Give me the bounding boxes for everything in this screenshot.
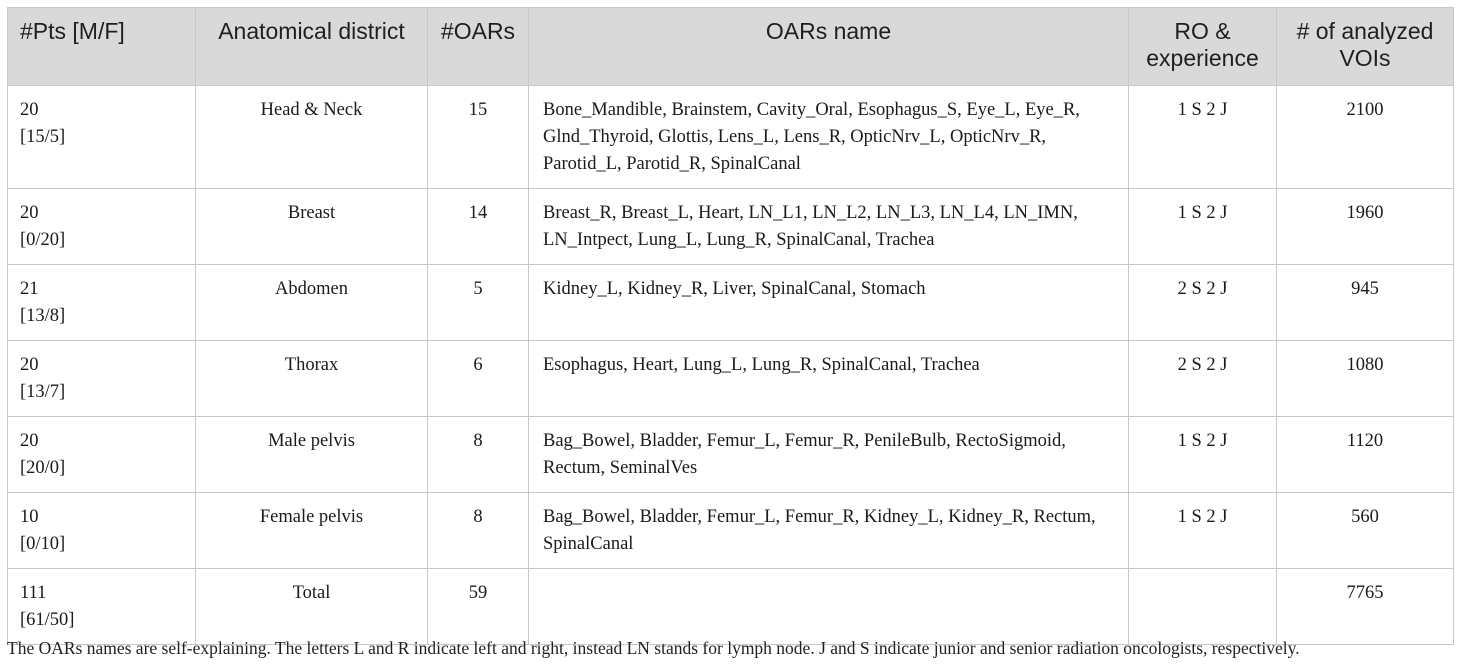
cell-analyzed-vois: 7765 [1277, 569, 1454, 645]
oar-table-container [7, 7, 1453, 645]
cell-ro-experience: 2 S 2 J [1129, 341, 1277, 417]
cell-oars-name: Bag_Bowel, Bladder, Femur_L, Femur_R, Kidney_L, Kidney_R, Rectum, SpinalCanal [529, 493, 1129, 569]
pts-count: 20 [20, 203, 39, 223]
pts-male-female: [20/0] [20, 458, 66, 478]
pts-count: 20 [20, 431, 39, 451]
oar-table [7, 7, 1454, 645]
cell-oars-count: 5 [428, 265, 529, 341]
cell-oars-name: Esophagus, Heart, Lung_L, Lung_R, SpinalCanal, Trachea [529, 341, 1129, 417]
cell-pts [8, 189, 196, 265]
header-ro-experience: RO & experience [1129, 8, 1277, 86]
cell-oars-count: 8 [428, 417, 529, 493]
cell-pts [8, 86, 196, 189]
cell-ro-experience: 1 S 2 J [1129, 417, 1277, 493]
pts-male-female: [0/10] [20, 534, 66, 554]
header-oars-name: OARs name [529, 8, 1129, 86]
cell-district: Thorax [196, 341, 428, 417]
pts-male-female: [61/50] [20, 610, 75, 630]
table-row [8, 341, 1454, 417]
header-pts: #Pts [M/F] [8, 8, 196, 86]
cell-analyzed-vois: 1120 [1277, 417, 1454, 493]
cell-oars-name: Kidney_L, Kidney_R, Liver, SpinalCanal, Stomach [529, 265, 1129, 341]
table-row [8, 265, 1454, 341]
pts-male-female: [0/20] [20, 230, 66, 250]
table-footnote: The OARs names are self-explaining. The letters L and R indicate left and right, instead LN stands for lymph node. J and S indicate junior and senior radiation oncologists, respectively. [7, 638, 1300, 658]
pts-count: 20 [20, 100, 39, 120]
header-oars-count: #OARs [428, 8, 529, 86]
cell-oars-count: 59 [428, 569, 529, 645]
cell-analyzed-vois: 560 [1277, 493, 1454, 569]
cell-ro-experience: 2 S 2 J [1129, 265, 1277, 341]
header-district: Anatomical district [196, 8, 428, 86]
cell-oars-count: 15 [428, 86, 529, 189]
pts-male-female: [13/8] [20, 306, 66, 326]
table-row [8, 86, 1454, 189]
cell-oars-name: Bag_Bowel, Bladder, Femur_L, Femur_R, PenileBulb, RectoSigmoid, Rectum, SeminalVes [529, 417, 1129, 493]
cell-ro-experience: 1 S 2 J [1129, 189, 1277, 265]
pts-count: 20 [20, 355, 39, 375]
cell-ro-experience: 1 S 2 J [1129, 493, 1277, 569]
table-row [8, 189, 1454, 265]
table-row-total [8, 569, 1454, 645]
cell-analyzed-vois: 1960 [1277, 189, 1454, 265]
cell-district: Head & Neck [196, 86, 428, 189]
cell-pts [8, 493, 196, 569]
cell-oars-count: 6 [428, 341, 529, 417]
cell-oars-count: 14 [428, 189, 529, 265]
pts-count: 10 [20, 507, 39, 527]
header-analyzed-vois: # of analyzed VOIs [1277, 8, 1454, 86]
pts-count: 21 [20, 279, 39, 299]
cell-district: Female pelvis [196, 493, 428, 569]
cell-pts [8, 417, 196, 493]
cell-analyzed-vois: 1080 [1277, 341, 1454, 417]
cell-pts [8, 265, 196, 341]
table-row [8, 493, 1454, 569]
cell-ro-experience [1129, 569, 1277, 645]
cell-oars-name: Bone_Mandible, Brainstem, Cavity_Oral, Esophagus_S, Eye_L, Eye_R, Glnd_Thyroid, Glottis, Lens_L, Lens_R, OpticNrv_L, OpticNrv_R, Parotid_L, Parotid_R, SpinalCanal [529, 86, 1129, 189]
table-row [8, 417, 1454, 493]
cell-analyzed-vois: 2100 [1277, 86, 1454, 189]
cell-pts [8, 569, 196, 645]
cell-district: Abdomen [196, 265, 428, 341]
cell-pts [8, 341, 196, 417]
cell-oars-count: 8 [428, 493, 529, 569]
cell-oars-name [529, 569, 1129, 645]
cell-district: Male pelvis [196, 417, 428, 493]
cell-oars-name: Breast_R, Breast_L, Heart, LN_L1, LN_L2, LN_L3, LN_L4, LN_IMN, LN_Intpect, Lung_L, Lung_R, SpinalCanal, Trachea [529, 189, 1129, 265]
cell-district: Total [196, 569, 428, 645]
pts-count: 111 [20, 583, 47, 603]
cell-ro-experience: 1 S 2 J [1129, 86, 1277, 189]
pts-male-female: [15/5] [20, 127, 66, 147]
pts-male-female: [13/7] [20, 382, 66, 402]
cell-district: Breast [196, 189, 428, 265]
cell-analyzed-vois: 945 [1277, 265, 1454, 341]
table-header-row [8, 8, 1454, 86]
